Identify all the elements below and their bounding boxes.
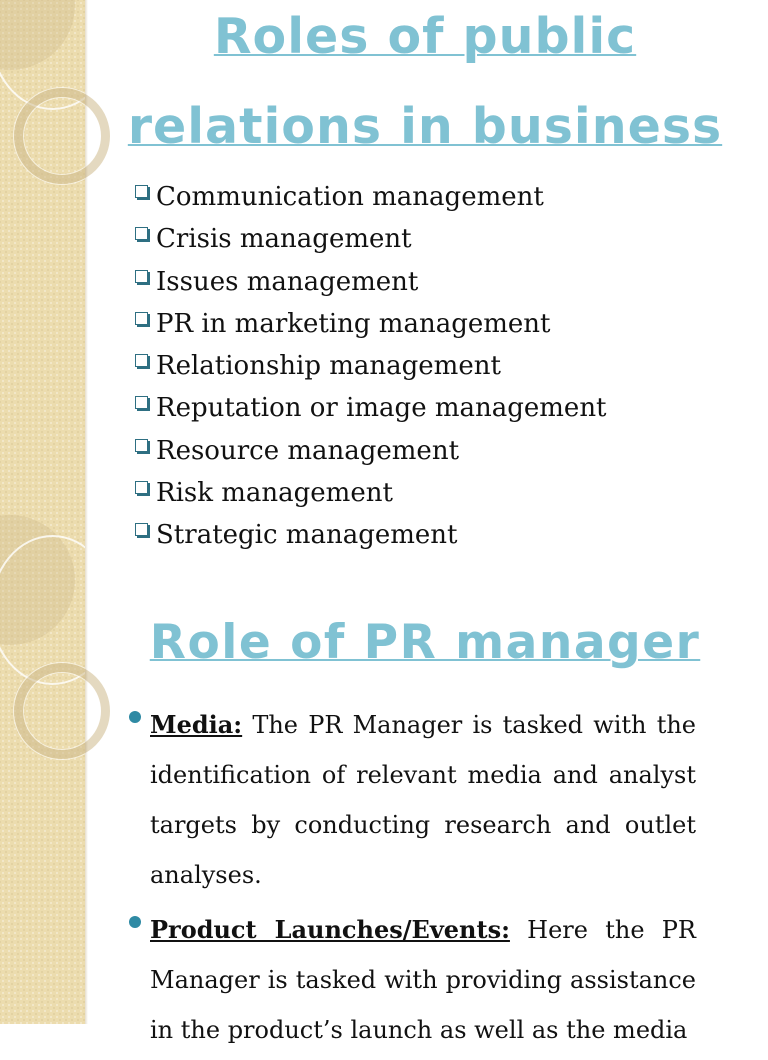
checkbox-bullet-icon <box>135 396 148 409</box>
list-item: Strategic management <box>132 518 607 560</box>
checkbox-bullet-icon <box>135 185 148 198</box>
slide-title: Roles of public <box>213 8 637 65</box>
round-bullet-icon <box>129 916 141 928</box>
round-bullet-icon <box>129 711 141 723</box>
decorative-sidebar <box>0 0 85 1024</box>
list-item: Crisis management <box>132 222 607 264</box>
list-item <box>128 700 696 900</box>
list-item: Relationship management <box>132 349 607 391</box>
list-item: Communication management <box>132 180 607 222</box>
list-item: Issues management <box>132 265 607 307</box>
checkbox-bullet-icon <box>135 481 148 494</box>
item-text: The PR Manager is tasked with the identification of relevant media and analyst targets by conducting research and outlet analyses. <box>150 711 696 889</box>
sidebar-edge <box>85 0 88 1024</box>
checkbox-bullet-icon <box>135 354 148 367</box>
list-item: Resource management <box>132 434 607 476</box>
paragraph <box>150 905 696 1055</box>
list-item: PR in marketing management <box>132 307 607 349</box>
decorative-ring <box>14 663 110 759</box>
list-item: Risk management <box>132 476 607 518</box>
list-item: Reputation or image management <box>132 391 607 433</box>
slide-title-continued: relations in business <box>127 98 723 155</box>
paragraph <box>150 700 696 900</box>
checkbox-bullet-icon <box>135 312 148 325</box>
section-title: Role of PR manager <box>149 615 701 670</box>
checkbox-bullet-icon <box>135 270 148 283</box>
list-item <box>128 905 696 1055</box>
checkbox-bullet-icon <box>135 439 148 452</box>
decorative-ring <box>14 88 110 184</box>
item-heading: Media: <box>150 710 243 739</box>
item-heading: Product Launches/Events: <box>150 915 510 944</box>
item-text: Here the PR Manager is tasked with providing assistance in the product’s launch as well as the media <box>150 916 696 1044</box>
checkbox-bullet-icon <box>135 227 148 240</box>
checkbox-bullet-icon <box>135 523 148 536</box>
pr-manager-roles <box>128 700 696 1060</box>
roles-list <box>132 180 607 561</box>
